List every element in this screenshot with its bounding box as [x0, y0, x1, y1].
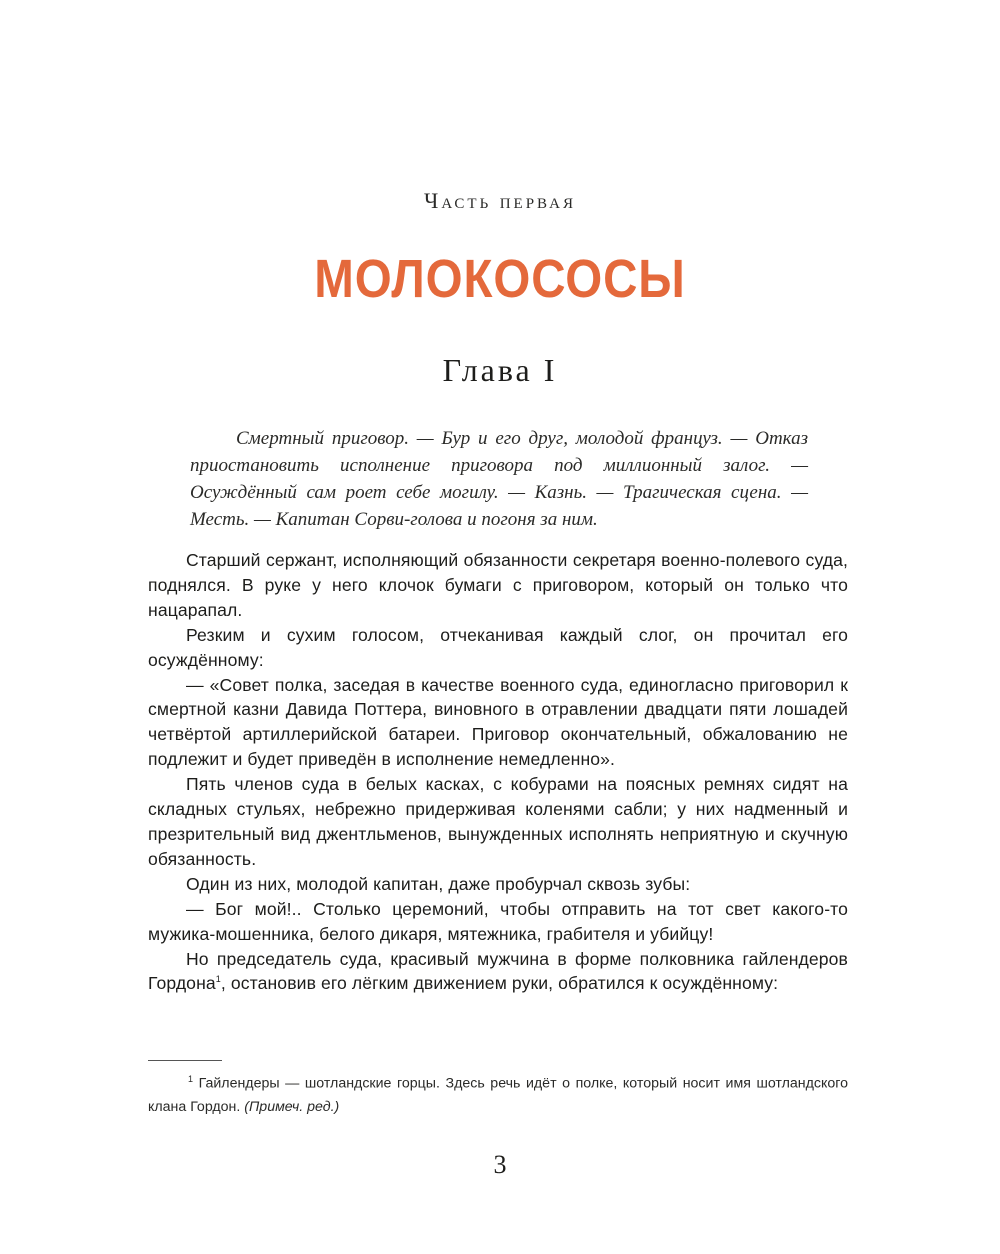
paragraph: Резким и сухим голосом, отчеканивая каждый слог, он прочитал его осуждённому: [148, 624, 848, 670]
footnote-divider [148, 1060, 222, 1061]
part-title: МОЛОКОСОСЫ [314, 249, 686, 309]
footnote-text: Гайлендеры — шотландские горцы. Здесь речь идёт о полке, который носит имя шотландского клана Гордон. [148, 1075, 848, 1115]
page-number: 3 [493, 1150, 507, 1179]
paragraph: — «Совет полка, заседая в качестве военного суда, единогласно приговорил к смертной казни Давида Поттера, виновного в отравлении двадцати пяти лошадей четвёртой артиллерийской батареи. Приговор окончательный, обжалованию не подлежит и будет приведён в исполнение немедленно». [148, 674, 848, 770]
paragraph: — Бог мой!.. Столько церемоний, чтобы отправить на тот свет какого-то мужика-мошенника, белого дикаря, мятежника, грабителя и убийцу! [148, 898, 848, 944]
paragraph: Пять членов суда в белых касках, с кобурами на поясных ремнях сидят на складных стульях, небрежно придерживая коленями сабли; у них надменный и презрительный вид джентльменов, вынужденных исполнять неприятную и скучную обязанность. [148, 774, 848, 869]
paragraph-text: Но председатель суда, красивый мужчина в форме полковника гайлендеров Гордона [148, 948, 848, 994]
part-label: Часть первая [424, 188, 576, 213]
body-text [148, 548, 848, 996]
footnote-mark: 1 [188, 1074, 194, 1084]
footnote-reference[interactable]: 1 [215, 974, 221, 985]
chapter-summary: Смертный приговор. — Бур и его друг, молодой француз. — Отказ приостановить исполнение приговора под миллионный залог. — Осуждённый сам роет себе могилу. — Казнь. — Трагическая сцена. — Месть. — Капитан Сорви-голова и погоня за ним. [190, 428, 808, 530]
paragraph [148, 947, 848, 997]
footnote-editor-note: (Примеч. ред.) [244, 1098, 340, 1115]
paragraph: Один из них, молодой капитан, даже пробурчал сквозь зубы: [186, 873, 691, 894]
footnote [148, 1068, 848, 1119]
chapter-title: Глава I [442, 352, 558, 388]
paragraph: Старший сержант, исполняющий обязанности секретаря военно-полевого суда, поднялся. В руке у него клочок бумаги с приговором, который он только что нацарапал. [148, 550, 848, 620]
paragraph-text: , остановив его лёгким движением руки, обратился к осуждённому: [220, 973, 779, 994]
